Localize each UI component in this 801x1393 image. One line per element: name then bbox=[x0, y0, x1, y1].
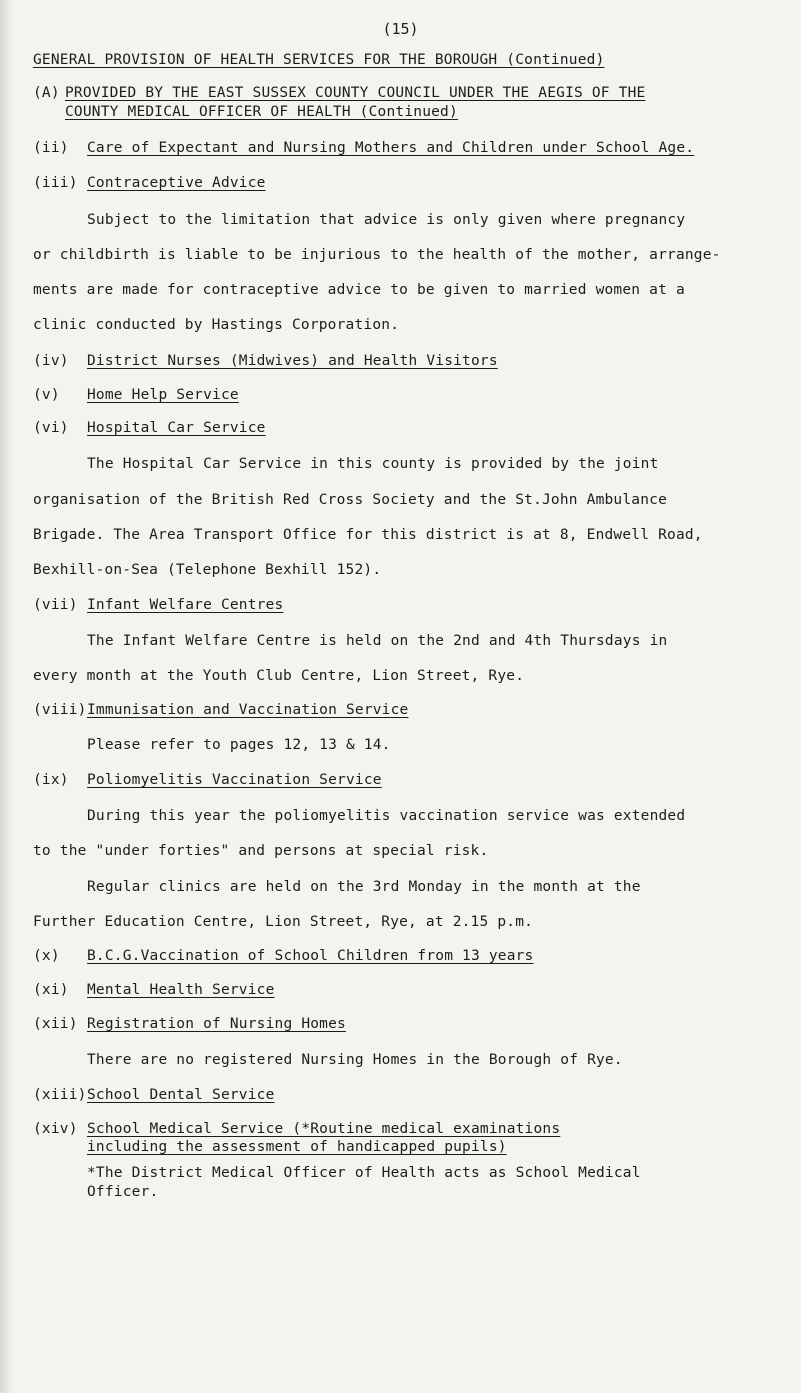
section-a-title-line2: COUNTY MEDICAL OFFICER OF HEALTH (Continued) bbox=[65, 104, 458, 120]
item-iv-title: District Nurses (Midwives) and Health Visitors bbox=[87, 353, 498, 369]
item-ix-body-line: During this year the poliomyelitis vaccination service was extended bbox=[87, 808, 686, 824]
page-heading: GENERAL PROVISION OF HEALTH SERVICES FOR THE BOROUGH (Continued) bbox=[33, 52, 605, 68]
item-vii-body-line: every month at the Youth Club Centre, Lion Street, Rye. bbox=[33, 668, 525, 684]
item-vi-body-line: Bexhill-on-Sea (Telephone Bexhill 152). bbox=[33, 562, 382, 578]
item-xiv-title-line1: School Medical Service (*Routine medical examinations bbox=[87, 1121, 561, 1137]
item-viii-title: Immunisation and Vaccination Service bbox=[87, 702, 409, 718]
item-xi-title: Mental Health Service bbox=[87, 982, 275, 998]
section-a-title-line1: PROVIDED BY THE EAST SUSSEX COUNTY COUNCIL UNDER THE AEGIS OF THE bbox=[65, 85, 646, 101]
page-number: (15) bbox=[382, 20, 419, 38]
item-ii-title: Care of Expectant and Nursing Mothers and Children under School Age. bbox=[87, 140, 695, 156]
item-iv-number: (iv) bbox=[33, 353, 69, 369]
item-vi-body-line: organisation of the British Red Cross Society and the St.John Ambulance bbox=[33, 492, 668, 508]
item-iii-title: Contraceptive Advice bbox=[87, 175, 266, 191]
item-v-title: Home Help Service bbox=[87, 387, 239, 403]
item-ix-body-line: Regular clinics are held on the 3rd Monday in the month at the bbox=[87, 879, 641, 895]
item-xii-title: Registration of Nursing Homes bbox=[87, 1016, 346, 1032]
item-viii-body-line: Please refer to pages 12, 13 & 14. bbox=[87, 737, 391, 753]
item-viii-number: (viii) bbox=[33, 702, 87, 718]
item-ii-number: (ii) bbox=[33, 140, 69, 156]
item-ix-title: Poliomyelitis Vaccination Service bbox=[87, 772, 382, 788]
item-ix-body-line: Further Education Centre, Lion Street, Rye, at 2.15 p.m. bbox=[33, 914, 534, 930]
item-iii-body-line: ments are made for contraceptive advice to be given to married women at a bbox=[33, 282, 685, 298]
item-vii-number: (vii) bbox=[33, 597, 78, 613]
item-x-title: B.C.G.Vaccination of School Children from 13 years bbox=[87, 948, 534, 964]
item-vi-number: (vi) bbox=[33, 420, 69, 436]
item-xiv-title-line2: including the assessment of handicapped pupils) bbox=[87, 1139, 507, 1155]
footnote-line1: *The District Medical Officer of Health acts as School Medical bbox=[87, 1165, 641, 1181]
item-iii-body-line: clinic conducted by Hastings Corporation. bbox=[33, 317, 400, 333]
item-ix-body-line: to the "under forties" and persons at special risk. bbox=[33, 843, 489, 859]
item-xii-body-line: There are no registered Nursing Homes in the Borough of Rye. bbox=[87, 1052, 623, 1068]
item-vi-title: Hospital Car Service bbox=[87, 420, 266, 436]
item-xi-number: (xi) bbox=[33, 982, 69, 998]
item-xiii-title: School Dental Service bbox=[87, 1087, 275, 1103]
item-xiv-number: (xiv) bbox=[33, 1121, 78, 1137]
item-iii-body-line: or childbirth is liable to be injurious to the health of the mother, arrange- bbox=[33, 247, 721, 263]
item-xii-number: (xii) bbox=[33, 1016, 78, 1032]
footnote-line2: Officer. bbox=[87, 1184, 159, 1200]
item-vi-body-line: Brigade. The Area Transport Office for this district is at 8, Endwell Road, bbox=[33, 527, 703, 543]
scan-gutter-shadow bbox=[0, 0, 14, 1393]
item-vii-title: Infant Welfare Centres bbox=[87, 597, 284, 613]
item-x-number: (x) bbox=[33, 948, 60, 964]
section-a-label: (A) bbox=[33, 85, 60, 101]
item-ix-number: (ix) bbox=[33, 772, 69, 788]
item-vi-body-line: The Hospital Car Service in this county is provided by the joint bbox=[87, 456, 659, 472]
item-iii-number: (iii) bbox=[33, 175, 78, 191]
item-iii-body-line: Subject to the limitation that advice is only given where pregnancy bbox=[87, 212, 686, 228]
item-xiii-number: (xiii) bbox=[33, 1087, 87, 1103]
item-vii-body-line: The Infant Welfare Centre is held on the 2nd and 4th Thursdays in bbox=[87, 633, 668, 649]
item-v-number: (v) bbox=[33, 387, 60, 403]
